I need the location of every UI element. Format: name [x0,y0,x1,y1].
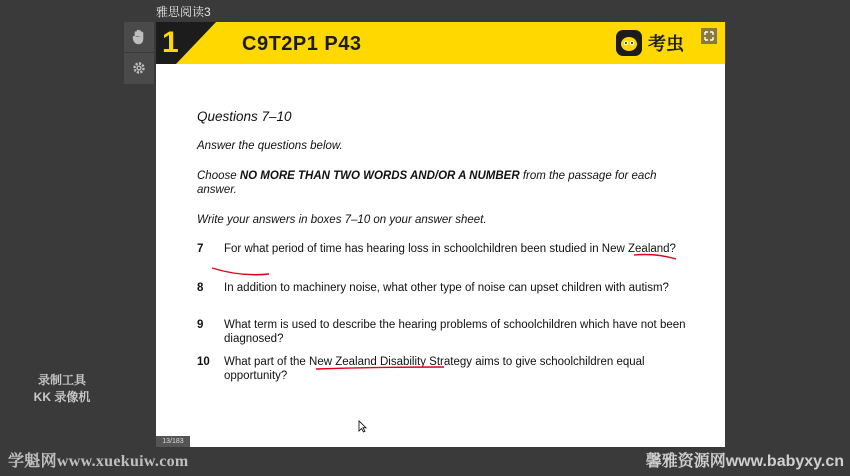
question-number: 8 [197,282,204,294]
question-text: What term is used to describe the hearing problems of schoolchildren which have not been diagnosed? [224,319,686,345]
side-toolbar [124,22,154,84]
question-text: What part of the New Zealand Disability Strategy aims to give schoolchildren equal opportunity? [224,356,645,382]
brand-logo [616,30,684,56]
page-counter: 13/183 [156,436,190,447]
question-number: 7 [197,243,204,255]
site-watermark-left: 学魁网www.xuekuiw.com [8,453,189,470]
site-watermark-right: 馨雅资源网www.babyxy.cn [645,453,844,470]
question-number: 9 [197,319,204,331]
question-text: For what period of time has hearing loss in schoolchildren been studied in New Zealand? [224,243,676,255]
window-title: 雅思阅读3 [156,5,211,19]
slide-code: C9T2P1 P43 [242,33,362,55]
question-number: 10 [197,356,210,368]
question-text: In addition to machinery noise, what other type of noise can upset children with autism? [224,282,669,294]
questions-heading: Questions 7–10 [197,109,292,124]
hand-icon[interactable] [124,22,154,52]
instruction-answer: Answer the questions below. [197,140,343,152]
underline-new-zealand-q7b [212,268,269,275]
slide-header [156,22,725,64]
slide-number: 1 [162,26,179,59]
gear-icon[interactable] [124,52,154,83]
bug-icon [616,30,642,56]
instruction-write: Write your answers in boxes 7–10 on your answer sheet. [197,214,487,226]
instruction-choose: Choose NO MORE THAN TWO WORDS AND/OR A NUMBER from the passage for each answer. [197,170,657,196]
pen-annotations [156,22,725,447]
brand-name: 考虫 [648,34,684,54]
recorder-watermark: 录制工具 KK 录像机 [33,373,91,404]
slide [156,22,725,447]
fullscreen-icon[interactable] [701,28,717,44]
mouse-cursor-icon [358,420,367,433]
